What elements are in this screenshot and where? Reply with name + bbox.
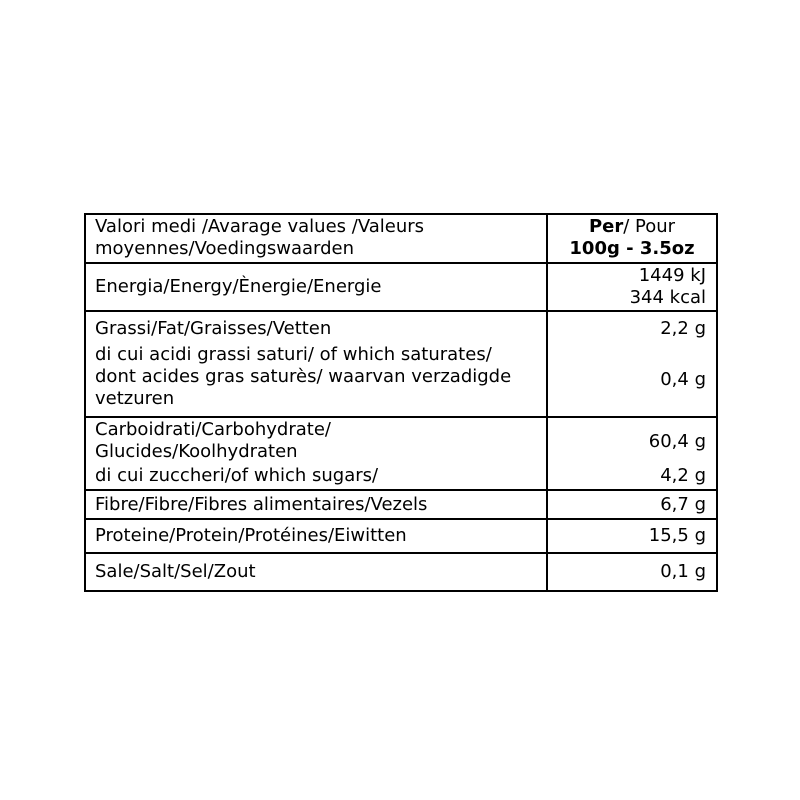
saturates-label-line2: dont acides gras saturès/ waarvan verzadigde — [95, 366, 512, 387]
row-sugars — [86, 465, 716, 489]
header-per-rest: / Pour — [623, 216, 676, 237]
saturates-value: 0,4 g — [660, 369, 706, 390]
salt-label: Sale/Salt/Sel/Zout — [95, 561, 256, 582]
salt-value-cell — [548, 554, 716, 590]
table-header-row — [86, 215, 716, 262]
header-per-bold: Per — [588, 216, 624, 237]
row-energy — [86, 262, 716, 310]
energy-value-kcal: 344 kcal — [629, 287, 706, 308]
sugars-value: 4,2 g — [660, 465, 706, 486]
header-label-cell — [86, 215, 548, 262]
carbohydrate-value-cell — [548, 418, 716, 465]
carbohydrate-label-cell — [86, 418, 548, 465]
carbohydrate-label-line2: Glucides/Koolhydraten — [95, 441, 298, 462]
fibre-value-cell — [548, 491, 716, 518]
saturates-label-line3: vetzuren — [95, 388, 175, 409]
protein-label: Proteine/Protein/Protéines/Eiwitten — [95, 525, 407, 546]
energy-value-kj: 1449 kJ — [638, 265, 706, 286]
header-amount: 100g - 3.5oz — [569, 238, 695, 259]
row-fat — [86, 312, 716, 344]
saturates-label-cell — [86, 344, 548, 416]
row-fibre — [86, 489, 716, 518]
sugars-label: di cui zuccheri/of which sugars/ — [95, 465, 379, 486]
row-protein — [86, 518, 716, 552]
header-per-cell — [548, 215, 716, 262]
fat-value: 2,2 g — [660, 318, 706, 339]
energy-label-cell — [86, 264, 548, 310]
row-saturates — [86, 344, 716, 416]
protein-value: 15,5 g — [648, 525, 706, 546]
row-carbohydrate-block — [86, 416, 716, 489]
fat-value-cell — [548, 312, 716, 344]
salt-value: 0,1 g — [660, 561, 706, 582]
fat-label: Grassi/Fat/Graisses/Vetten — [95, 318, 332, 339]
nutrition-table — [84, 213, 718, 592]
header-per-line — [589, 216, 675, 238]
header-label-line1: Valori medi /Avarage values /Valeurs — [95, 216, 425, 237]
carbohydrate-value: 60,4 g — [648, 430, 706, 452]
row-carbohydrate — [86, 418, 716, 465]
row-fat-block — [86, 310, 716, 416]
row-salt — [86, 552, 716, 590]
fibre-label-cell — [86, 491, 548, 518]
sugars-label-cell — [86, 465, 548, 489]
fibre-label: Fibre/Fibre/Fibres alimentaires/Vezels — [95, 493, 428, 515]
saturates-value-cell — [548, 344, 716, 416]
header-label-line2: moyennes/Voedingswaarden — [95, 238, 355, 259]
fibre-value: 6,7 g — [660, 493, 706, 515]
fat-label-cell — [86, 312, 548, 344]
protein-value-cell — [548, 520, 716, 552]
protein-label-cell — [86, 520, 548, 552]
sugars-value-cell — [548, 465, 716, 489]
saturates-label-line1: di cui acidi grassi saturi/ of which saturates/ — [95, 344, 492, 365]
carbohydrate-label-line1: Carboidrati/Carbohydrate/ — [95, 419, 331, 440]
energy-value-cell — [548, 264, 716, 310]
energy-label: Energia/Energy/Ènergie/Energie — [95, 276, 382, 297]
salt-label-cell — [86, 554, 548, 590]
